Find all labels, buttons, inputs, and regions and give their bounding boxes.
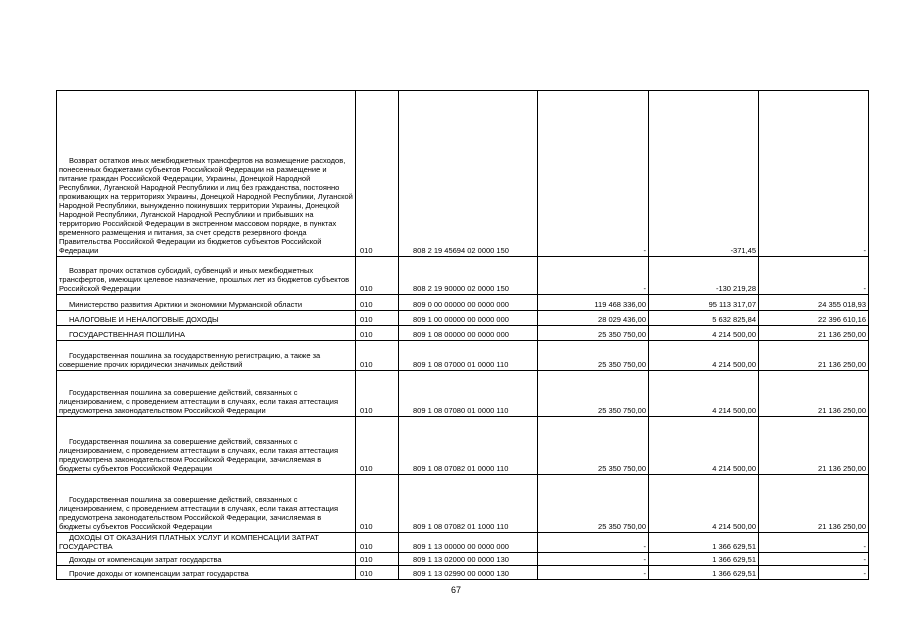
cell-code: 010	[356, 553, 399, 566]
cell-rest: 24 355 018,93	[759, 295, 869, 311]
cell-name: ГОСУДАРСТВЕННАЯ ПОШЛИНА	[57, 326, 356, 341]
cell-kbk: 809 1 08 07082 01 0000 110	[399, 417, 538, 475]
table-row	[57, 311, 869, 326]
cell-code: 010	[356, 475, 399, 533]
cell-kbk: 808 2 19 90000 02 0000 150	[399, 257, 538, 295]
cell-exec: 5 632 825,84	[649, 311, 759, 326]
cell-exec: -130 219,28	[649, 257, 759, 295]
cell-name: Прочие доходы от компенсации затрат государства	[57, 566, 356, 580]
cell-code: 010	[356, 566, 399, 580]
cell-rest: -	[759, 91, 869, 257]
cell-code: 010	[356, 341, 399, 371]
cell-exec: 4 214 500,00	[649, 341, 759, 371]
table-row	[57, 295, 869, 311]
table-row	[57, 341, 869, 371]
cell-exec: 95 113 317,07	[649, 295, 759, 311]
page-number: 67	[451, 585, 462, 595]
cell-name: Возврат прочих остатков субсидий, субвенций и иных межбюджетных трансфертов, имеющих целевое назначение, прошлых лет из бюджетов субъектов Российской Федерации	[57, 257, 356, 295]
table-row	[57, 371, 869, 417]
table-row	[57, 91, 869, 257]
cell-name: Государственная пошлина за совершение действий, связанных с лицензированием, с проведением аттестации в случаях, если такая аттестация предусмотрена законодательством Российской Федерации	[57, 371, 356, 417]
table-row	[57, 417, 869, 475]
cell-rest: 21 136 250,00	[759, 371, 869, 417]
cell-kbk: 809 1 08 07082 01 1000 110	[399, 475, 538, 533]
cell-rest: -	[759, 566, 869, 580]
cell-plan: -	[538, 533, 649, 553]
cell-kbk: 809 1 08 07000 01 0000 110	[399, 341, 538, 371]
cell-plan: 25 350 750,00	[538, 326, 649, 341]
table-row	[57, 257, 869, 295]
cell-kbk: 809 1 13 02000 00 0000 130	[399, 553, 538, 566]
cell-rest: -	[759, 257, 869, 295]
cell-rest: 21 136 250,00	[759, 417, 869, 475]
cell-plan: 25 350 750,00	[538, 341, 649, 371]
cell-rest: 22 396 610,16	[759, 311, 869, 326]
cell-kbk: 809 0 00 00000 00 0000 000	[399, 295, 538, 311]
cell-plan: -	[538, 91, 649, 257]
cell-name: ДОХОДЫ ОТ ОКАЗАНИЯ ПЛАТНЫХ УСЛУГ И КОМПЕНСАЦИИ ЗАТРАТ ГОСУДАРСТВА	[57, 533, 356, 553]
cell-kbk: 808 2 19 45694 02 0000 150	[399, 91, 538, 257]
cell-exec: 4 214 500,00	[649, 475, 759, 533]
cell-exec: -371,45	[649, 91, 759, 257]
cell-kbk: 809 1 13 00000 00 0000 000	[399, 533, 538, 553]
cell-exec: 4 214 500,00	[649, 371, 759, 417]
cell-plan: 119 468 336,00	[538, 295, 649, 311]
cell-name: Возврат остатков иных межбюджетных трансфертов на возмещение расходов, понесенных бюджетами субъектов Российской Федерации на размещение и питание граждан Российской Федерации, Украины, Донецкой Народной Республики, Луганской Народной Республики и лиц без гражданства, постоянно проживающих на территориях Украины, Донецкой Народной Республики, Луганской Народной Республики, вынужденно покинувших территории Украины, Донецкой Народной Республики, Луганской Народной Республики и прибывших на территорию Российской Федерации в экстренном массовом порядке, в пунктах временного размещения и питания, за счет средств резервного фонда Правительства Российской Федерации из бюджетов субъектов Российской Федерации	[57, 91, 356, 257]
cell-name: НАЛОГОВЫЕ И НЕНАЛОГОВЫЕ ДОХОДЫ	[57, 311, 356, 326]
cell-kbk: 809 1 08 00000 00 0000 000	[399, 326, 538, 341]
cell-rest: -	[759, 533, 869, 553]
cell-plan: 25 350 750,00	[538, 371, 649, 417]
cell-name: Доходы от компенсации затрат государства	[57, 553, 356, 566]
cell-plan: 25 350 750,00	[538, 417, 649, 475]
table-row	[57, 326, 869, 341]
table-row	[57, 566, 869, 580]
cell-exec: 4 214 500,00	[649, 417, 759, 475]
cell-code: 010	[356, 257, 399, 295]
cell-exec: 1 366 629,51	[649, 533, 759, 553]
cell-plan: -	[538, 553, 649, 566]
table-row	[57, 475, 869, 533]
cell-kbk: 809 1 08 07080 01 0000 110	[399, 371, 538, 417]
cell-plan: 25 350 750,00	[538, 475, 649, 533]
cell-plan: -	[538, 566, 649, 580]
cell-name: Государственная пошлина за совершение действий, связанных с лицензированием, с проведением аттестации в случаях, если такая аттестация предусмотрена законодательством Российской Федерации, зачисляемая в бюджеты субъектов Российской Федерации	[57, 417, 356, 475]
cell-exec: 1 366 629,51	[649, 553, 759, 566]
cell-rest: 21 136 250,00	[759, 341, 869, 371]
cell-kbk: 809 1 13 02990 00 0000 130	[399, 566, 538, 580]
cell-plan: -	[538, 257, 649, 295]
cell-plan: 28 029 436,00	[538, 311, 649, 326]
table-row	[57, 533, 869, 553]
cell-code: 010	[356, 371, 399, 417]
cell-kbk: 809 1 00 00000 00 0000 000	[399, 311, 538, 326]
cell-exec: 4 214 500,00	[649, 326, 759, 341]
cell-code: 010	[356, 417, 399, 475]
cell-code: 010	[356, 295, 399, 311]
cell-rest: 21 136 250,00	[759, 475, 869, 533]
cell-code: 010	[356, 533, 399, 553]
cell-rest: -	[759, 553, 869, 566]
budget-table	[56, 90, 869, 580]
cell-code: 010	[356, 311, 399, 326]
table-row	[57, 553, 869, 566]
cell-name: Государственная пошлина за государственную регистрацию, а также за совершение прочих юридически значимых действий	[57, 341, 356, 371]
cell-exec: 1 366 629,51	[649, 566, 759, 580]
cell-rest: 21 136 250,00	[759, 326, 869, 341]
cell-code: 010	[356, 326, 399, 341]
table-body	[57, 91, 869, 580]
cell-code: 010	[356, 91, 399, 257]
cell-name: Министерство развития Арктики и экономики Мурманской области	[57, 295, 356, 311]
cell-name: Государственная пошлина за совершение действий, связанных с лицензированием, с проведением аттестации в случаях, если такая аттестация предусмотрена законодательством Российской Федерации, зачисляемая в бюджеты субъектов Российской Федерации	[57, 475, 356, 533]
